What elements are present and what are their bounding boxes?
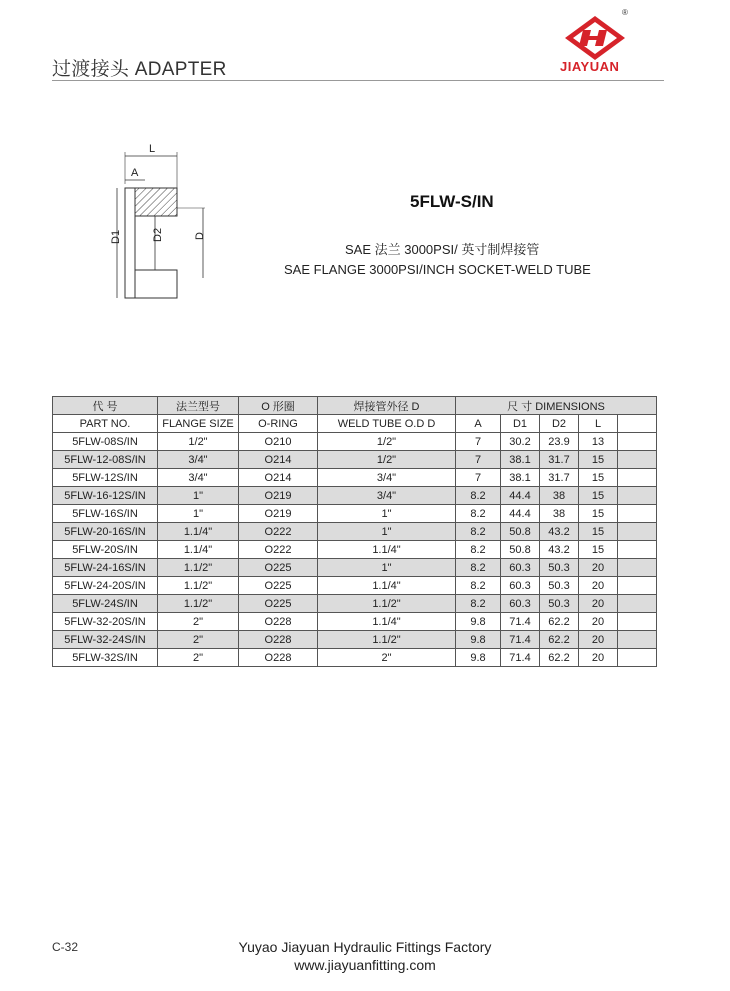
- cell-flange: 3/4": [158, 469, 239, 487]
- table-row: [53, 541, 657, 559]
- product-model: 5FLW-S/IN: [410, 192, 494, 211]
- cell-d2: 62.2: [540, 649, 579, 667]
- cell-flange: 2": [158, 613, 239, 631]
- cell-oring: O228: [239, 631, 318, 649]
- cell-oring: O214: [239, 451, 318, 469]
- table-row: [53, 487, 657, 505]
- cell-l: 15: [579, 469, 618, 487]
- cell-l: 20: [579, 577, 618, 595]
- cell-part: 5FLW-32-24S/IN: [53, 631, 158, 649]
- cell-d1: 30.2: [501, 433, 540, 451]
- cell-l: 15: [579, 451, 618, 469]
- cell-d2: 50.3: [540, 577, 579, 595]
- cell-flange: 1.1/2": [158, 559, 239, 577]
- cell-a: 9.8: [456, 631, 501, 649]
- header-flange-en: FLANGE SIZE: [158, 415, 239, 433]
- cell-d1: 71.4: [501, 631, 540, 649]
- product-subtitle-en: SAE FLANGE 3000PSI/INCH SOCKET-WELD TUBE: [284, 262, 591, 277]
- cell-d2: 62.2: [540, 613, 579, 631]
- drawing-label-d2: D2: [152, 227, 164, 242]
- header-d1: D1: [501, 415, 540, 433]
- cell-a: 7: [456, 451, 501, 469]
- cell-d1: 50.8: [501, 541, 540, 559]
- header-part-en: PART NO.: [53, 415, 158, 433]
- cell-flange: 1.1/2": [158, 577, 239, 595]
- cell-oring: O228: [239, 649, 318, 667]
- cell-a: 7: [456, 433, 501, 451]
- cell-blank: [618, 451, 657, 469]
- cell-a: 8.2: [456, 523, 501, 541]
- cell-d2: 23.9: [540, 433, 579, 451]
- header-flange-cn: 法兰型号: [158, 397, 239, 415]
- cell-part: 5FLW-08S/IN: [53, 433, 158, 451]
- table-row: [53, 613, 657, 631]
- cell-blank: [618, 523, 657, 541]
- table-row: [53, 595, 657, 613]
- cell-blank: [618, 577, 657, 595]
- cell-a: 8.2: [456, 577, 501, 595]
- cell-weld: 1": [318, 523, 456, 541]
- table-header-cn: [53, 397, 657, 415]
- cell-oring: O214: [239, 469, 318, 487]
- cell-weld: 1.1/4": [318, 577, 456, 595]
- cell-l: 15: [579, 505, 618, 523]
- cell-oring: O225: [239, 559, 318, 577]
- cell-l: 20: [579, 649, 618, 667]
- cell-flange: 3/4": [158, 451, 239, 469]
- cell-a: 9.8: [456, 613, 501, 631]
- cell-flange: 2": [158, 631, 239, 649]
- cell-part: 5FLW-32-20S/IN: [53, 613, 158, 631]
- cell-flange: 1": [158, 505, 239, 523]
- cell-l: 13: [579, 433, 618, 451]
- cell-blank: [618, 541, 657, 559]
- cell-part: 5FLW-32S/IN: [53, 649, 158, 667]
- cell-flange: 1": [158, 487, 239, 505]
- header-part-cn: 代 号: [53, 397, 158, 415]
- table-row: [53, 433, 657, 451]
- cell-oring: O222: [239, 523, 318, 541]
- cell-weld: 1.1/2": [318, 631, 456, 649]
- cell-part: 5FLW-20-16S/IN: [53, 523, 158, 541]
- cell-d2: 43.2: [540, 541, 579, 559]
- header-oring-cn: O 形圈: [239, 397, 318, 415]
- company-name: Yuyao Jiayuan Hydraulic Fittings Factory: [238, 939, 492, 955]
- table-body: [53, 433, 657, 667]
- cell-d1: 50.8: [501, 523, 540, 541]
- cell-d1: 60.3: [501, 559, 540, 577]
- drawing-label-l: L: [149, 143, 156, 155]
- adapter-drawing: [95, 140, 225, 310]
- cell-d2: 31.7: [540, 451, 579, 469]
- table-row: [53, 577, 657, 595]
- cell-a: 8.2: [456, 541, 501, 559]
- cell-l: 15: [579, 523, 618, 541]
- cell-flange: 1/2": [158, 433, 239, 451]
- product-subtitle-cn: SAE 法兰 3000PSI/ 英寸制焊接管: [345, 242, 540, 257]
- spec-table: [52, 396, 657, 667]
- cell-d1: 71.4: [501, 649, 540, 667]
- drawing-label-d: D: [194, 232, 206, 240]
- table-row: [53, 523, 657, 541]
- cell-d2: 38: [540, 505, 579, 523]
- cell-part: 5FLW-24S/IN: [53, 595, 158, 613]
- cell-a: 7: [456, 469, 501, 487]
- cell-weld: 1.1/2": [318, 595, 456, 613]
- cell-oring: O222: [239, 541, 318, 559]
- header-weld-en: WELD TUBE O.D D: [318, 415, 456, 433]
- drawing-label-d1: D1: [110, 229, 122, 244]
- cell-d1: 38.1: [501, 469, 540, 487]
- cell-weld: 1": [318, 559, 456, 577]
- table-row: [53, 469, 657, 487]
- cell-weld: 2": [318, 649, 456, 667]
- cell-blank: [618, 631, 657, 649]
- table-row: [53, 631, 657, 649]
- cell-weld: 3/4": [318, 469, 456, 487]
- cell-blank: [618, 487, 657, 505]
- header-blank: [618, 415, 657, 433]
- cell-blank: [618, 649, 657, 667]
- cell-part: 5FLW-12S/IN: [53, 469, 158, 487]
- cell-weld: 1.1/4": [318, 541, 456, 559]
- table-row: [53, 649, 657, 667]
- cell-weld: 1/2": [318, 433, 456, 451]
- cell-d1: 44.4: [501, 487, 540, 505]
- cell-d1: 71.4: [501, 613, 540, 631]
- cell-l: 20: [579, 595, 618, 613]
- cell-l: 20: [579, 559, 618, 577]
- cell-d1: 38.1: [501, 451, 540, 469]
- table-row: [53, 505, 657, 523]
- cell-oring: O228: [239, 613, 318, 631]
- table-header-en: [53, 415, 657, 433]
- header-oring-en: O-RING: [239, 415, 318, 433]
- cell-l: 20: [579, 613, 618, 631]
- cell-flange: 1.1/4": [158, 541, 239, 559]
- cell-l: 15: [579, 487, 618, 505]
- cell-oring: O210: [239, 433, 318, 451]
- cell-part: 5FLW-24-16S/IN: [53, 559, 158, 577]
- cell-blank: [618, 433, 657, 451]
- header-dimensions: 尺 寸 DIMENSIONS: [456, 397, 657, 415]
- cell-d2: 31.7: [540, 469, 579, 487]
- brand-name: JIAYUAN: [560, 59, 620, 74]
- cell-blank: [618, 505, 657, 523]
- cell-blank: [618, 613, 657, 631]
- cell-weld: 1/2": [318, 451, 456, 469]
- cell-part: 5FLW-24-20S/IN: [53, 577, 158, 595]
- cell-weld: 1": [318, 505, 456, 523]
- cell-d2: 62.2: [540, 631, 579, 649]
- cell-a: 8.2: [456, 559, 501, 577]
- cell-part: 5FLW-20S/IN: [53, 541, 158, 559]
- cell-part: 5FLW-16S/IN: [53, 505, 158, 523]
- cell-d2: 43.2: [540, 523, 579, 541]
- cell-blank: [618, 595, 657, 613]
- page-number: C-32: [52, 940, 79, 954]
- cell-weld: 3/4": [318, 487, 456, 505]
- cell-l: 15: [579, 541, 618, 559]
- cell-l: 20: [579, 631, 618, 649]
- cell-d2: 38: [540, 487, 579, 505]
- cell-d2: 50.3: [540, 595, 579, 613]
- drawing-label-a: A: [131, 167, 139, 179]
- cell-flange: 1.1/4": [158, 523, 239, 541]
- header-divider: [52, 80, 664, 81]
- header-weld-cn: 焊接管外径 D: [318, 397, 456, 415]
- cell-flange: 2": [158, 649, 239, 667]
- table-row: [53, 559, 657, 577]
- cell-blank: [618, 559, 657, 577]
- header-d2: D2: [540, 415, 579, 433]
- cell-oring: O225: [239, 577, 318, 595]
- table-row: [53, 451, 657, 469]
- cell-a: 8.2: [456, 595, 501, 613]
- cell-oring: O219: [239, 487, 318, 505]
- cell-d2: 50.3: [540, 559, 579, 577]
- cell-oring: O219: [239, 505, 318, 523]
- cell-a: 9.8: [456, 649, 501, 667]
- cell-d1: 44.4: [501, 505, 540, 523]
- cell-flange: 1.1/2": [158, 595, 239, 613]
- cell-a: 8.2: [456, 487, 501, 505]
- cell-part: 5FLW-16-12S/IN: [53, 487, 158, 505]
- header-a: A: [456, 415, 501, 433]
- header-l: L: [579, 415, 618, 433]
- cell-a: 8.2: [456, 505, 501, 523]
- cell-d1: 60.3: [501, 595, 540, 613]
- cell-oring: O225: [239, 595, 318, 613]
- cell-weld: 1.1/4": [318, 613, 456, 631]
- cell-d1: 60.3: [501, 577, 540, 595]
- company-website: www.jiayuanfitting.com: [294, 957, 436, 973]
- page-title: 过渡接头 ADAPTER: [52, 59, 227, 80]
- cell-blank: [618, 469, 657, 487]
- cell-part: 5FLW-12-08S/IN: [53, 451, 158, 469]
- registered-mark: ®: [622, 8, 628, 17]
